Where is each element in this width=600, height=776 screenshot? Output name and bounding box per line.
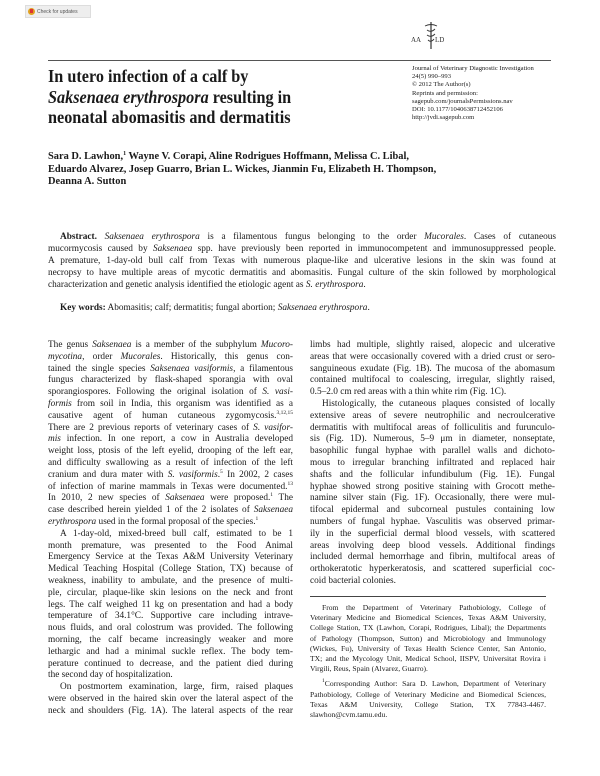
body-text-line: numbers of fungal hyphae. Vasculitis was observed primar- [310, 516, 555, 527]
journal-info-line: http://jvdi.sagepub.com [412, 114, 475, 122]
body-text-line: the second day of hospitalization. [48, 670, 173, 681]
body-text-line: basophilic fungal hyphae with parallel walls and dichoto- [310, 446, 555, 457]
title-line: neonatal abomasitis and dermatitis [48, 107, 291, 127]
body-text-line: mis infection. In one report, a cow in Australia developed [48, 434, 293, 445]
footnotes [310, 603, 546, 720]
body-text-line: month premature, was presented to the Food Animal [48, 540, 293, 551]
body-text-line: areas that were occasionally covered with a dried crust or sero- [310, 351, 555, 362]
header-rule [48, 60, 551, 61]
body-text-line: mycotina, order Mucorales. Historically, this genus con- [48, 351, 293, 362]
journal-info-line: Journal of Veterinary Diagnostic Investigation [412, 65, 534, 72]
body-column-left [48, 340, 293, 718]
abstract [48, 231, 556, 291]
journal-info-line: sagepub.com/journalsPermissions.nav [412, 97, 513, 105]
body-text-line: On postmortem examination, large, firm, raised plaques [60, 682, 293, 693]
body-text-line: contained multifocal to coalescing, irregular, slightly raised, [310, 375, 555, 386]
author-line: Sara D. Lawhon,$^1$ Wayne V. Corapi, Aline Rodrigues Hoffmann, Melissa C. Libal, [48, 151, 409, 162]
journal-info [412, 65, 534, 122]
author-line: Deanna A. Sutton [48, 176, 127, 188]
footnote-line: Pathobiology, College of Veterinary Medicine and Biomedical Sciences, [310, 689, 546, 699]
body-text-line: orthokeratotic hyperkeratosis, and scattered superficial coc- [310, 564, 555, 575]
body-text-line: included dermal hemorrhage and fibrin, multifocal areas of [310, 552, 555, 563]
body-text-line: and difficulty swallowing as a result of infection of the left [48, 457, 293, 468]
body-text-line: Histologically, the cutaneous plaques consisted of locally [322, 398, 555, 409]
svg-text:LD: LD [435, 36, 445, 44]
body-text-line: neck and shoulders (Fig. 1A). The lateral aspects of the rear [48, 705, 293, 716]
footnote-line: Virgili, Reus, Spain (Alvarez, Guarro). [310, 664, 428, 674]
body-text-line: A 1-day-old, mixed-breed bull calf, estimated to be 1 [60, 528, 293, 539]
body-text-line: nous fluids, and oral colostrum was provided. The following [48, 623, 293, 634]
abstract-line: characterization and genetic analysis identified the etiologic agent as S. erythrospora. [48, 280, 366, 290]
body-text-line: dermatitis with multifocal areas of folliculitis and furunculo- [310, 422, 555, 433]
body-text-line: tained the single species Saksenaea vasiformis, a filamentous [48, 363, 293, 374]
author-list [48, 151, 436, 189]
journal-info-line: 24(5) 990–993 [412, 73, 452, 81]
body-text-line: namine silver stain (Fig. 1F). Occasionally, there were mul- [310, 493, 555, 504]
body-text-line: Medical Teaching Hospital (College Station, TX) because of [48, 564, 293, 575]
abstract-line: A premature, 1-day-old bull calf from Texas with numerous plaque-like and ulcerative lesions in the skin was found at [48, 256, 556, 266]
journal-info-line: © 2012 The Author(s) [412, 81, 471, 89]
footnote-line: $^1$Corresponding Author: Sara D. Lawhon, Department of Veterinary [322, 678, 546, 689]
body-text-line: sporangiospores. Following the original isolation of S. vasi- [48, 387, 293, 398]
footnote-line: slawhon@cvm.tamu.edu. [310, 709, 388, 719]
body-text-line: legs. The calf weighed 11 kg on presentation and had a body [48, 599, 293, 610]
body-text-line: tifocal epidermal and subcorneal pustules containing low [310, 505, 555, 516]
body-text-line: extensive areas of severe neutrophilic and necroulcerative [310, 410, 555, 421]
body-text-line: weakness, inability to ambulate, and the presence of multi- [48, 575, 293, 586]
aavld-logo [410, 20, 452, 50]
footnote-rule [310, 596, 546, 597]
footnote-line: College Station, TX (Lawhon, Corapi, Rodrigues, Libal); the Departments [310, 623, 546, 633]
body-text-line: sanguineous exudate (Fig. 1B). The mucosa of the abomasum [310, 363, 555, 374]
footnote-line: Texas A&M University, College Station, TX 77843-4467. [310, 699, 546, 709]
body-text-line: were observed in the haired skin over the lateral aspect of the [48, 693, 293, 704]
footnote-line: (Wickes, Fu), University of Texas Health Science Center, San Antonio, [310, 643, 546, 653]
body-text-line: 0.5–2.0 cm red areas with a thin white rim (Fig. 1C). [310, 387, 507, 398]
body-text-line: morning, the calf became increasingly weaker and more [48, 634, 293, 645]
body-text-line: coid bacterial colonies. [310, 575, 396, 586]
body-text-line: of infection of marine mammals in Texas were documented.$^{13}$ [48, 480, 293, 492]
body-text-line: fungus characterized by flask-shaped sporangia with oval [48, 375, 293, 386]
body-text-line: areas involving deep blood vessels. Additional findings [310, 540, 555, 551]
article-title [48, 66, 291, 128]
check-for-updates-label: Check for updates [37, 8, 78, 15]
body-text-line: ple, circular, plaque-like skin lesions on the neck and front [48, 587, 293, 598]
body-text-line: weight loss, ptosis of the left eyelid, drooping of the left ear, [48, 446, 293, 457]
keywords [48, 302, 556, 314]
body-text-line: In 2010, 2 new species of Saksenaea were proposed.$^1$ The [48, 492, 293, 504]
footnote-line: of Pathology (Thompson, Sutton) and Microbiology and Immunology [310, 633, 546, 643]
body-text-line: sis (Fig. 1D). Numerous, 5–9 μm in diameter, nonseptate, [310, 434, 555, 445]
body-text-line: ily in the superficial dermal blood vessels, with scattered [310, 528, 555, 539]
title-line: In utero infection of a calf by [48, 66, 249, 86]
abstract-line: Abstract. Saksenaea erythrospora is a filamentous fungus belonging to the order Mucorales. Cases of cutaneous [60, 232, 556, 242]
body-text-line: limbs had multiple, slightly raised, alopecic and ulcerative [310, 340, 555, 350]
body-text-line: The genus Saksenaea is a member of the subphylum Mucoro- [48, 340, 294, 350]
body-text-line: formis from soil in India, this organism was identified as a [48, 398, 293, 409]
journal-info-line: DOI: 10.1177/1040638712452106 [412, 106, 503, 114]
body-column-right [310, 340, 555, 588]
journal-info-line: Reprints and permission: [412, 89, 478, 97]
body-text-line: causative agent of human cutaneous zygomycosis.$^{3,12,15}$ [48, 409, 293, 421]
svg-text:AA: AA [411, 36, 422, 44]
body-text-line: lethargic and had a minimal suckle reflex. The body tem- [48, 646, 293, 657]
author-line: Eduardo Alvarez, Josep Guarro, Brian L. Wickes, Jianmin Fu, Elizabeth H. Thompson, [48, 163, 437, 175]
body-text-line: hyphae showed strong positive staining with Grocott methe- [310, 481, 555, 492]
body-text-line: Emergency Service at the Texas A&M University Veterinary [48, 552, 293, 563]
bookmark-icon [28, 8, 35, 15]
abstract-line: necropsy to have multiple areas of mycotic dermatitis and abomasitis. Fungal culture of the skin followed by morphological [48, 268, 556, 278]
body-text-line: There are 2 previous reports of veterinary cases of S. vasifor- [48, 422, 293, 433]
footnote-line: TX; and the Mycology Unit, Medical School, IISPV, Universitat Rovira i [310, 653, 546, 663]
footnote-line: Veterinary Medicine and Biomedical Sciences, Texas A&M University, [310, 613, 546, 623]
body-text-line: temperature of 34.1°C. Supportive care including intrave- [48, 611, 293, 622]
body-text-line: erythrospora used in the formal proposal of the species.$^1$ [48, 515, 259, 527]
keywords-line: Key words: Abomasitis; calf; dermatitis; fungal abortion; Saksenaea erythrospora. [60, 303, 370, 313]
body-text-line: cranium and dura mater with S. vasiformis.$^5$ In 2002, 2 cases [48, 468, 293, 480]
footnote-line: From the Department of Veterinary Pathobiology, College of [322, 603, 546, 612]
body-text-line: shafts and the follicular infundibulum (Fig. 1E). Fungal [310, 469, 555, 480]
abstract-line: mucormycosis caused by Saksenaea spp. have previously been reported in immunocompetent and immunosuppressed people. [48, 244, 556, 254]
body-text-line: case described herein yielded 1 of the 2 isolates of Saksenaea [48, 505, 293, 516]
body-text-line: mous to irregular branching infiltrated and replaced hair [310, 457, 555, 468]
title-line: Saksenaea erythrospora resulting in [48, 86, 292, 107]
check-for-updates-badge[interactable] [25, 5, 91, 18]
body-text-line: perature continued to decrease, and the patient died during [48, 658, 293, 669]
